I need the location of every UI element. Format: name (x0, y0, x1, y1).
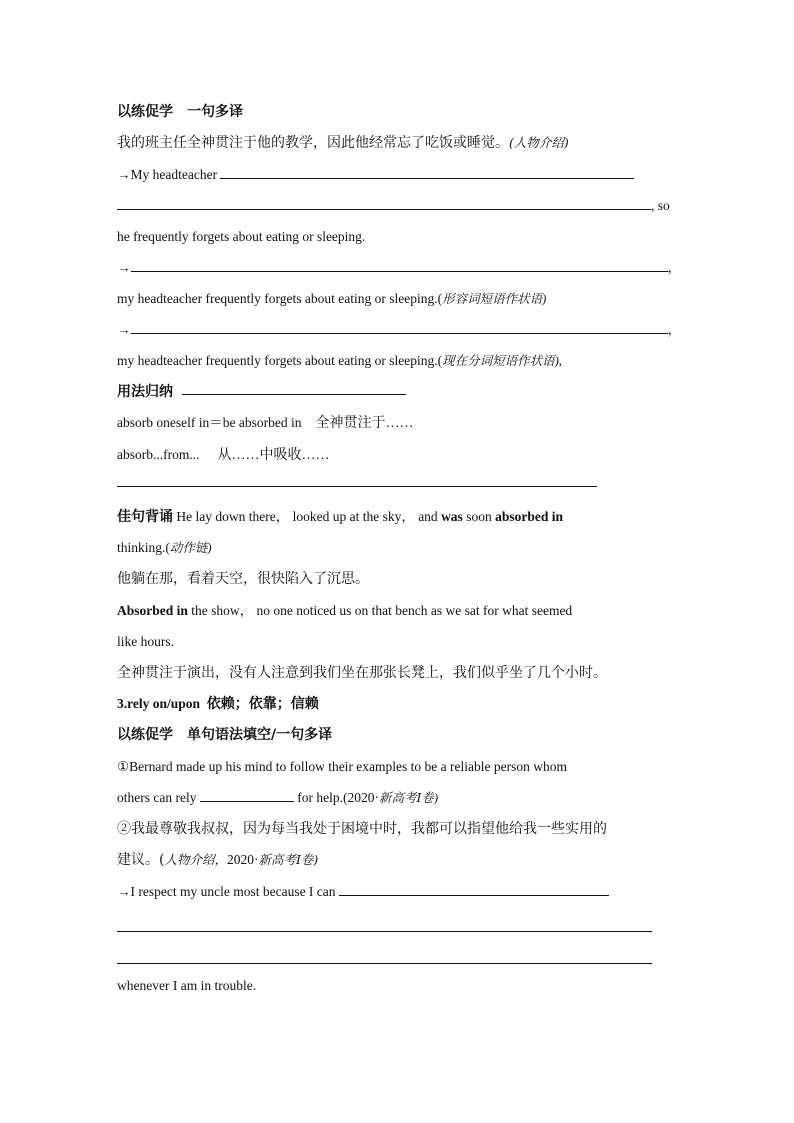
good-sentence-2-cont: like hours. (117, 634, 174, 649)
answer-blank[interactable] (117, 197, 651, 210)
usage-item-2-cn: 从……中吸收…… (217, 448, 330, 463)
practice-heading: 以练促学 一句多译 (117, 104, 243, 120)
translation-line-7 (117, 352, 562, 370)
usage-heading-text: 用法归纳 (117, 384, 173, 400)
good-s2-absorbed-in: Absorbed in (117, 603, 188, 618)
rely-q1-line2 (117, 789, 438, 807)
good-sentence-1 (117, 508, 563, 527)
usage-item-2 (117, 446, 329, 465)
rely-q2-tag2: 新高考Ⅰ卷) (258, 852, 319, 867)
rely-title-cn: 依赖；依靠；信赖 (206, 697, 319, 712)
usage-item-1-en: absorb oneself in＝be absorbed in (117, 415, 302, 430)
good-s1-absorbed-in: absorbed in (495, 509, 563, 524)
rely-q1-a: others can rely (117, 790, 197, 805)
rely-q2-line1: ②我最尊敬我叔叔，因为每当我处于困境中时，我都可以指望他给我一些实用的 (117, 821, 607, 837)
answer-line[interactable] (117, 963, 652, 964)
usage-item-1-cn: 全神贯注于…… (315, 416, 414, 431)
sentence-tag: (人物介绍) (509, 135, 569, 150)
translation-line-2 (117, 197, 670, 215)
rely-arrow-text: →I respect my uncle most because I can (117, 884, 336, 899)
arrow-prefix: →My headteacher (117, 167, 218, 182)
good-s1-a: He lay down there， looked up at the sky， and (176, 509, 442, 524)
rely-q1-tag: 新高考Ⅰ卷) (378, 791, 439, 805)
rely-q1-b: for help.(2020· (293, 790, 379, 805)
section-divider (117, 486, 597, 487)
line7-tag: 现在分词短语作状语), (442, 354, 562, 368)
usage-item-2-en: absorb...from... (117, 447, 200, 462)
answer-line[interactable] (117, 931, 652, 932)
good-sentence-2-cn: 全神贯注于演出，没有人注意到我们坐在那张长凳上，我们似乎坐了几个小时。 (117, 665, 607, 681)
usage-heading-rule (182, 394, 406, 395)
good-heading: 佳句背诵 (117, 510, 173, 525)
comma: ， (667, 260, 681, 275)
line5-text: my headteacher frequently forgets about eating or sleeping.( (117, 291, 443, 306)
rely-title-en: 3.rely on/upon (117, 696, 201, 711)
good-s1-c: soon (462, 509, 496, 524)
good-s1-d: thinking.( (117, 540, 170, 555)
good-sentence-1-cn: 他躺在那，看着天空，很快陷入了沉思。 (117, 571, 369, 587)
answer-blank[interactable] (131, 259, 668, 272)
usage-heading (117, 383, 173, 401)
good-sentence-1-cont (117, 539, 212, 557)
rely-final: whenever I am in trouble. (117, 978, 257, 993)
usage-item-1 (117, 414, 413, 433)
comma: ， (667, 322, 681, 337)
answer-blank[interactable] (131, 321, 668, 334)
chinese-sentence (117, 134, 569, 152)
rely-q2-line2 (117, 851, 318, 869)
good-sentence-2 (117, 602, 572, 620)
so-suffix: , so (651, 198, 670, 213)
answer-blank[interactable] (220, 166, 634, 179)
line7-text: my headteacher frequently forgets about eating or sleeping.( (117, 353, 443, 368)
rely-q2-a: 建议。( (117, 852, 165, 868)
good-s1-was: was (441, 509, 463, 524)
translation-line-3: he frequently forgets about eating or sleeping. (117, 229, 366, 244)
line5-tag: 形容词短语作状语) (442, 292, 547, 306)
translation-line-6 (117, 321, 681, 339)
translation-line-5 (117, 290, 546, 308)
rely-arrow-line (117, 883, 609, 901)
good-s1-tag: 动作链) (169, 541, 212, 555)
translation-line-1 (117, 166, 634, 184)
rely-q2-tag1: 人物介绍， (164, 852, 227, 867)
rely-q1-line1: ①Bernard made up his mind to follow their examples to be a reliable person whom (117, 759, 567, 774)
answer-blank[interactable] (339, 883, 609, 896)
translation-line-4 (117, 259, 681, 277)
rely-practice-heading: 以练促学 单句语法填空/一句多译 (117, 727, 333, 743)
rely-title (117, 695, 319, 714)
answer-blank[interactable] (200, 789, 294, 802)
chinese-sentence-text: 我的班主任全神贯注于他的教学，因此他经常忘了吃饭或睡觉。 (117, 135, 509, 151)
rely-q2-b: 2020· (226, 852, 259, 867)
arrow: → (117, 322, 131, 337)
good-s2-rest: the show， no one noticed us on that bench as we sat for what seemed (187, 603, 573, 618)
arrow: → (117, 260, 131, 275)
